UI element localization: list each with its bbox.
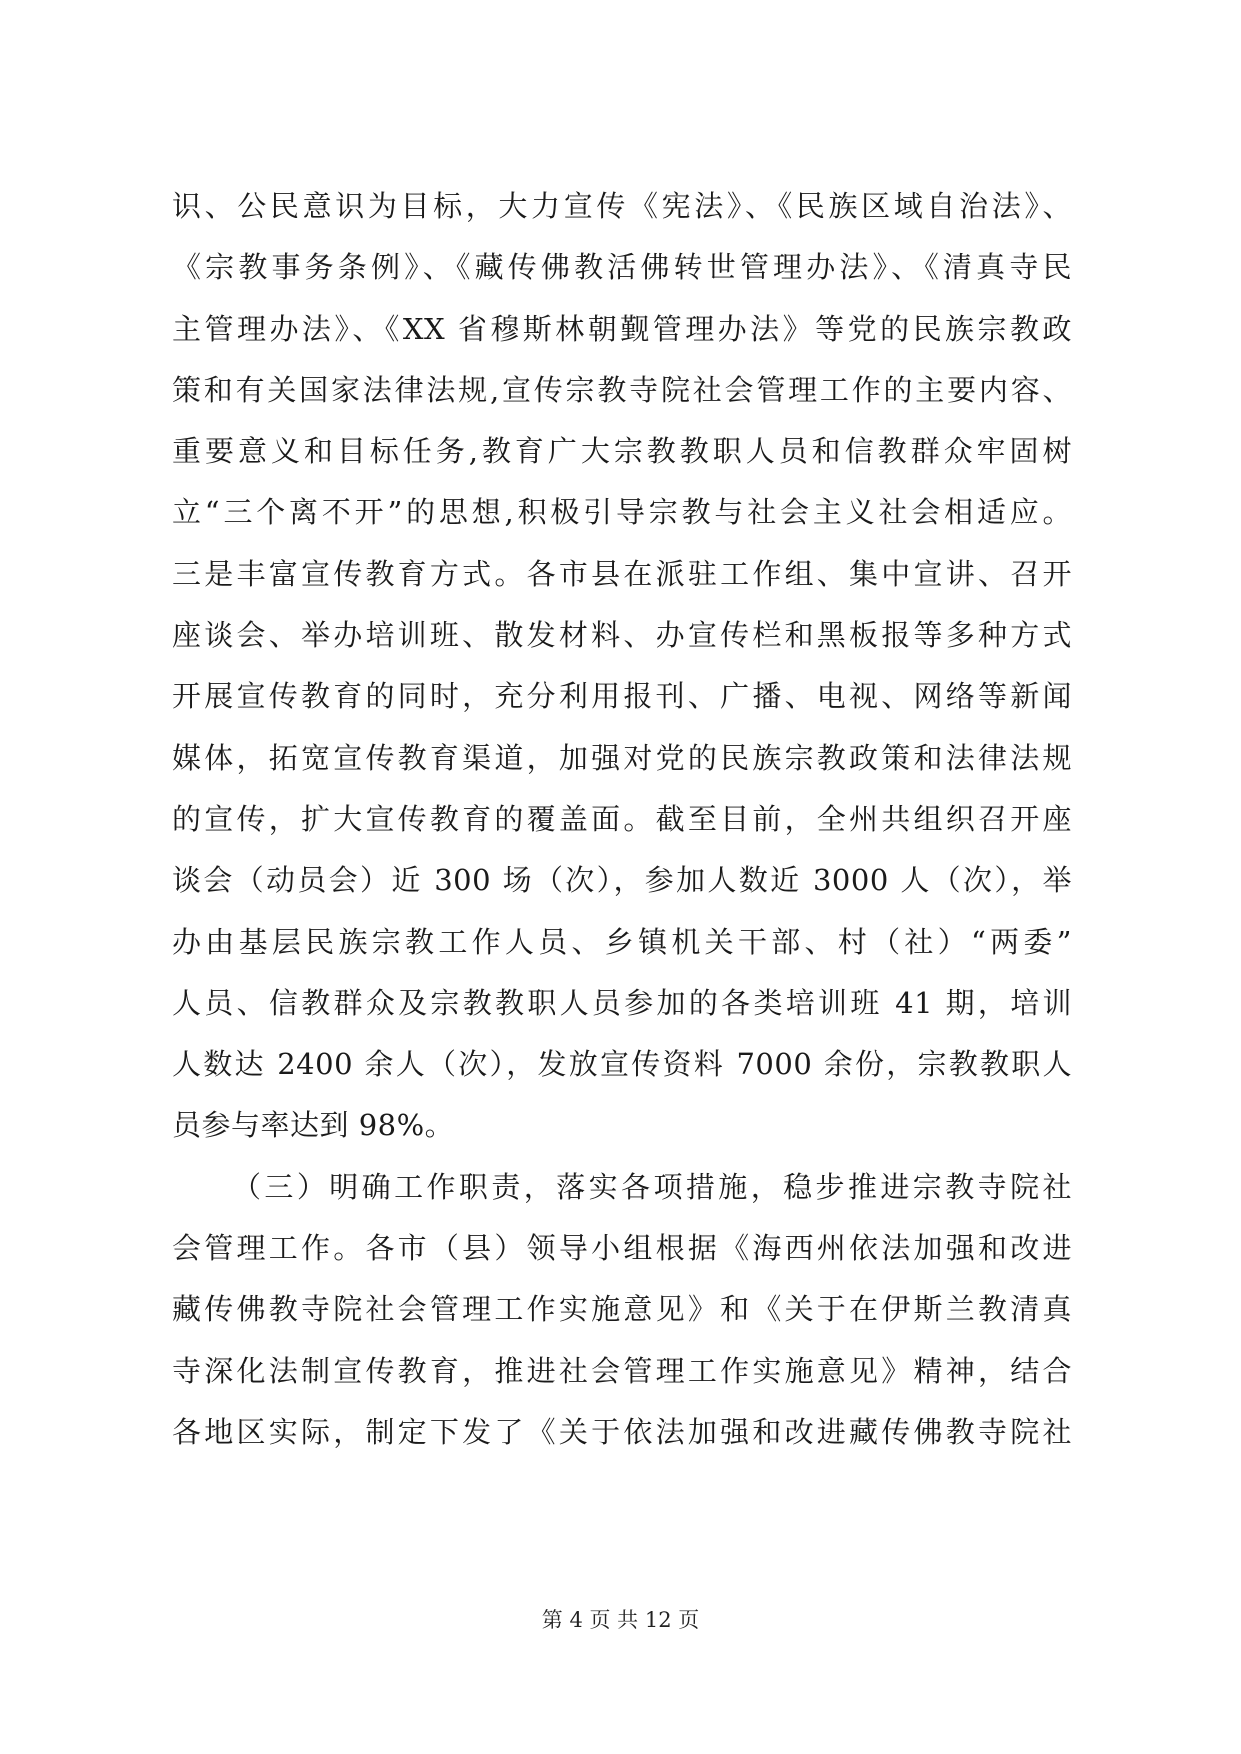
text-line: 藏传佛教寺院社会管理工作实施意见》和《关于在伊斯兰教清真 [172, 1292, 1072, 1327]
text-line: 座谈会、举办培训班、散发材料、办宣传栏和黑板报等多种方式 [172, 618, 1072, 653]
text-line: 媒体，拓宽宣传教育渠道，加强对党的民族宗教政策和法律法规 [172, 740, 1072, 775]
text-line: 立“三个离不开”的思想,积极引导宗教与社会主义社会相适应。 [172, 495, 1072, 530]
text-line: 识、公民意识为目标，大力宣传《宪法》、《民族区域自治法》、 [172, 189, 1072, 223]
text-line: 寺深化法制宣传教育，推进社会管理工作实施意见》精神，结合 [172, 1353, 1072, 1388]
text-line: 的宣传，扩大宣传教育的覆盖面。截至目前，全州共组织召开座 [172, 801, 1072, 836]
text-line: 《宗教事务条例》、《藏传佛教活佛转世管理办法》、《清真寺民 [172, 250, 1072, 285]
document-body [172, 176, 1072, 1463]
text-line: 主管理办法》、《XX 省穆斯林朝觐管理办法》等党的民族宗教政 [172, 311, 1072, 346]
text-line: 各地区实际，制定下发了《关于依法加强和改进藏传佛教寺院社 [172, 1414, 1072, 1449]
text-line: 人员、信教群众及宗教教职人员参加的各类培训班 41 期，培训 [172, 985, 1072, 1020]
page-number-footer: 第 4 页 共 12 页 [541, 1608, 700, 1632]
section-heading-line: （三）明确工作职责，落实各项措施，稳步推进宗教寺院社 [232, 1169, 1072, 1204]
text-line: 人数达 2400 余人（次），发放宣传资料 7000 余份，宗教教职人 [172, 1047, 1072, 1082]
text-line: 员参与率达到 98%。 [172, 1108, 455, 1143]
text-line: 办由基层民族宗教工作人员、乡镇机关干部、村（社）“两委” [172, 924, 1072, 959]
text-line: 会管理工作。各市（县）领导小组根据《海西州依法加强和改进 [172, 1231, 1072, 1266]
text-line: 开展宣传教育的同时，充分利用报刊、广播、电视、网络等新闻 [172, 679, 1072, 714]
text-line: 谈会（动员会）近 300 场（次），参加人数近 3000 人（次），举 [172, 863, 1072, 898]
text-line: 重要意义和目标任务,教育广大宗教教职人员和信教群众牢固树 [172, 434, 1072, 469]
text-line: 三是丰富宣传教育方式。各市县在派驻工作组、集中宣讲、召开 [172, 556, 1072, 591]
text-line: 策和有关国家法律法规,宣传宗教寺院社会管理工作的主要内容、 [172, 372, 1072, 407]
